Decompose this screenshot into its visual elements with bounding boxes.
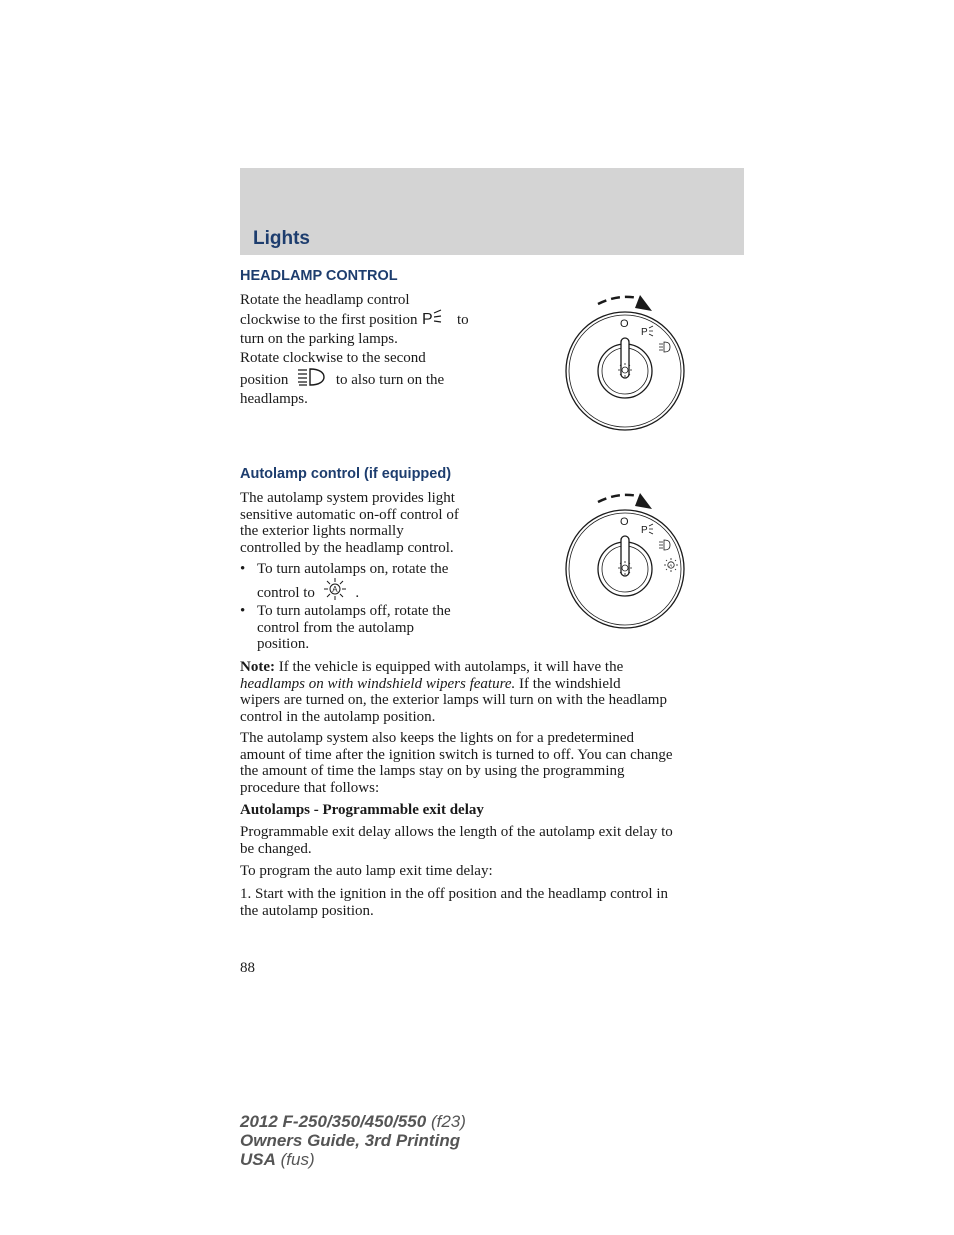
text-line: procedure that follows: <box>240 779 380 796</box>
market-code: (fus) <box>275 1150 315 1169</box>
footer-line <box>240 1112 466 1131</box>
arrow-icon <box>635 493 652 509</box>
svg-text:A: A <box>331 584 338 594</box>
text-line: headlamps. <box>240 391 308 408</box>
headlamp-para1 <box>240 292 469 348</box>
footer-line <box>240 1150 466 1169</box>
step-1 <box>240 886 744 919</box>
text-span: clockwise to the first position <box>240 311 418 328</box>
bullet-dot: • <box>240 603 246 619</box>
headlamp-icon <box>296 367 326 392</box>
text-span: control to <box>257 584 315 601</box>
text-span: to <box>456 311 469 328</box>
text-span: If the windshield <box>515 675 621 692</box>
autolamp-icon <box>322 578 348 605</box>
footer-line <box>240 1131 466 1150</box>
model-code: (f23) <box>426 1112 466 1131</box>
bullet-dot: • <box>240 561 246 577</box>
headlamp-control-heading: HEADLAMP CONTROL <box>240 268 398 284</box>
headlamp-control-diagram <box>560 290 690 440</box>
bullet-text <box>257 561 497 604</box>
svg-text:P: P <box>422 310 433 327</box>
text-line: wipers are turned on, the exterior lamps will turn on with the headlamp <box>240 692 667 709</box>
text-span: If the vehicle is equipped with autolamps, it will have the <box>274 659 624 675</box>
text-line: the amount of time the lamps stay on by using the programming <box>240 763 625 780</box>
text-line: turn on the parking lamps. <box>240 331 398 348</box>
text-line <box>240 676 740 693</box>
off-position-label: O <box>620 516 629 528</box>
text-line: sensitive automatic on-off control of <box>240 506 459 523</box>
feature-name: headlamps on with windshield wipers feature. <box>240 675 516 692</box>
off-position-label: O <box>620 318 629 330</box>
document-footer <box>240 1112 466 1169</box>
market: USA <box>240 1150 276 1169</box>
text-line: control from the autolamp <box>257 619 415 636</box>
arrow-icon <box>635 295 652 311</box>
autolamp-control-diagram <box>560 488 690 638</box>
headlamp-position-icon <box>659 342 670 352</box>
text-span: position <box>240 371 289 388</box>
note-label: Note: <box>240 659 275 675</box>
text-line: Rotate clockwise to the second <box>240 350 426 366</box>
text-line <box>257 578 497 605</box>
text-line: the exterior lights normally <box>240 523 404 540</box>
text-line <box>240 309 469 332</box>
text-line <box>240 367 444 392</box>
text-line: controlled by the headlamp control. <box>240 539 454 556</box>
autolamp-para4: To program the auto lamp exit time delay: <box>240 863 493 879</box>
model-name: 2012 F-250/350/450/550 <box>240 1112 427 1131</box>
header-band <box>240 168 744 255</box>
bullet-text <box>257 603 497 653</box>
text-line: position. <box>257 636 310 653</box>
text-span: to also turn on the <box>335 371 445 388</box>
text-line: 1. Start with the ignition in the off position and the headlamp control in <box>240 886 668 902</box>
page-title: Lights <box>253 228 310 249</box>
headlamp-position-icon <box>659 540 670 550</box>
text-line: The autolamp system provides light <box>240 490 455 506</box>
autolamp-para1 <box>240 490 459 556</box>
autolamp-control-heading: Autolamp control (if equipped) <box>240 466 452 482</box>
autolamp-position-icon <box>664 558 678 572</box>
parking-position-label: P <box>641 327 648 338</box>
auto-position-label: A <box>669 562 673 568</box>
text-line: amount of time after the ignition switch is turned to off. You can change <box>240 746 673 763</box>
parking-position-label: P <box>641 525 648 536</box>
text-line: Programmable exit delay allows the length of the autolamp exit delay to <box>240 824 673 840</box>
text-line: The autolamp system also keeps the lights on for a predetermined <box>240 730 635 746</box>
text-line: To turn autolamps off, rotate the <box>257 603 451 619</box>
text-line: the autolamp position. <box>240 902 374 919</box>
text-line: control in the autolamp position. <box>240 708 436 725</box>
autolamp-para2 <box>240 730 744 796</box>
headlamp-para2 <box>240 350 444 408</box>
guide-edition: Owners Guide, 3rd Printing <box>240 1131 461 1150</box>
parking-lamp-icon <box>421 309 447 332</box>
text-line: be changed. <box>240 840 312 857</box>
text-line: Rotate the headlamp control <box>240 292 410 308</box>
text-line <box>240 659 740 676</box>
note-paragraph <box>240 659 740 725</box>
programmable-exit-delay-subheading: Autolamps - Programmable exit delay <box>240 802 484 818</box>
text-line: To turn autolamps on, rotate the <box>257 561 449 577</box>
text-span: . <box>355 584 360 601</box>
page-number: 88 <box>240 960 255 976</box>
autolamp-para3 <box>240 824 744 857</box>
